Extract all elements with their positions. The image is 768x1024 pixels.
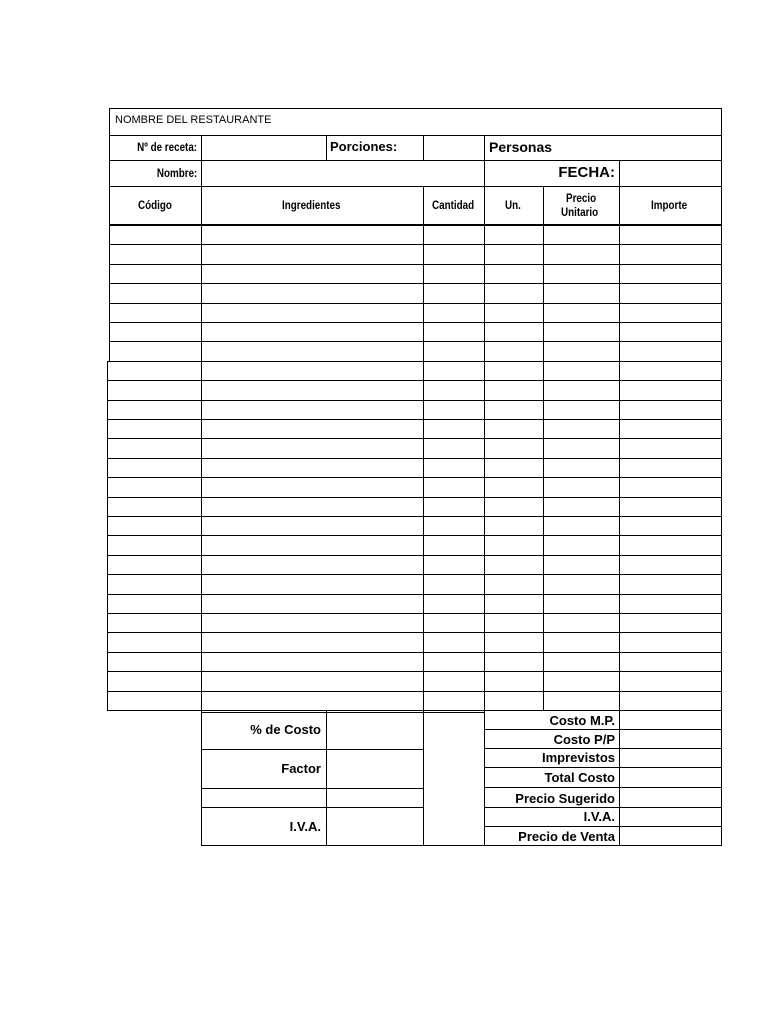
table-cell[interactable] (202, 459, 423, 477)
table-cell[interactable] (424, 342, 484, 361)
table-cell[interactable] (424, 265, 484, 283)
table-cell[interactable] (544, 304, 619, 322)
table-cell[interactable] (485, 226, 543, 244)
table-cell[interactable] (544, 284, 619, 303)
cost-percent-label: % de Costo (250, 722, 321, 737)
table-cell[interactable] (202, 284, 423, 303)
table-cell[interactable] (620, 304, 721, 322)
column-header-unit: Un. (505, 198, 521, 212)
table-cell[interactable] (424, 323, 484, 341)
table-cell[interactable] (110, 265, 201, 283)
suggested-price-field[interactable] (620, 788, 721, 807)
table-cell[interactable] (620, 381, 721, 400)
recipe-number-field[interactable] (201, 135, 327, 161)
table-cell[interactable] (620, 672, 721, 691)
table-cell[interactable] (544, 381, 619, 400)
table-cell[interactable] (110, 381, 201, 400)
table-cell[interactable] (620, 459, 721, 477)
table-cell[interactable] (620, 362, 721, 380)
table-cell[interactable] (110, 401, 201, 419)
table-cell[interactable] (110, 342, 201, 361)
table-cell[interactable] (202, 439, 423, 458)
table-cell[interactable] (485, 420, 543, 438)
table-cell[interactable] (110, 556, 201, 574)
recipe-number-label: Nº de receta: (137, 140, 197, 154)
table-cell[interactable] (110, 459, 201, 477)
table-cell[interactable] (485, 265, 543, 283)
table-cell[interactable] (620, 517, 721, 535)
table-cell[interactable] (202, 304, 423, 322)
table-cell[interactable] (110, 226, 201, 244)
table-cell[interactable] (544, 672, 619, 691)
table-cell[interactable] (620, 323, 721, 341)
column-header-ingredients: Ingredientes (282, 198, 341, 212)
table-cell[interactable] (620, 498, 721, 516)
cost-per-portion-label: Costo P/P (553, 732, 615, 747)
portions-label: Porciones: (330, 139, 398, 154)
table-cell[interactable] (202, 362, 423, 380)
date-field[interactable] (620, 161, 721, 186)
iva-right-field[interactable] (620, 808, 721, 826)
table-cell[interactable] (544, 614, 619, 632)
table-cell[interactable] (202, 595, 423, 613)
raw-material-cost-field[interactable] (620, 711, 721, 729)
sale-price-field[interactable] (620, 827, 721, 845)
table-cell[interactable] (202, 633, 423, 652)
table-cell[interactable] (544, 575, 619, 594)
table-cell[interactable] (424, 575, 484, 594)
divider (201, 788, 423, 789)
table-cell[interactable] (424, 614, 484, 632)
table-cell[interactable] (202, 517, 423, 535)
table-cell[interactable] (485, 633, 543, 652)
table-cell[interactable] (424, 401, 484, 419)
portions-field[interactable] (424, 136, 484, 160)
table-cell[interactable] (202, 420, 423, 438)
table-cell[interactable] (620, 245, 721, 264)
table-cell[interactable] (544, 498, 619, 516)
table-cell[interactable] (424, 304, 484, 322)
table-cell[interactable] (485, 362, 543, 380)
table-cell[interactable] (620, 536, 721, 555)
table-cell[interactable] (544, 362, 619, 380)
table-cell[interactable] (485, 304, 543, 322)
table-cell[interactable] (485, 517, 543, 535)
table-cell[interactable] (485, 692, 543, 710)
table-cell[interactable] (110, 362, 201, 380)
table-cell[interactable] (110, 439, 201, 458)
table-cell[interactable] (110, 692, 201, 710)
table-cell[interactable] (424, 633, 484, 652)
divider (423, 710, 424, 846)
table-cell[interactable] (110, 323, 201, 341)
table-cell[interactable] (485, 614, 543, 632)
table-cell[interactable] (424, 672, 484, 691)
table-cell[interactable] (424, 556, 484, 574)
table-cell[interactable] (202, 381, 423, 400)
table-cell[interactable] (202, 226, 423, 244)
table-cell[interactable] (110, 284, 201, 303)
table-cell[interactable] (620, 692, 721, 710)
table-cell[interactable] (620, 653, 721, 671)
table-cell[interactable] (620, 401, 721, 419)
table-cell[interactable] (544, 420, 619, 438)
iva-right-label: I.V.A. (583, 809, 615, 824)
table-cell[interactable] (544, 439, 619, 458)
table-cell[interactable] (110, 614, 201, 632)
divider (543, 186, 544, 225)
divider (619, 186, 620, 225)
sale-price-label: Precio de Venta (518, 829, 615, 844)
table-cell[interactable] (424, 439, 484, 458)
table-cell[interactable] (110, 536, 201, 555)
date-label: FECHA: (558, 164, 615, 181)
table-cell[interactable] (424, 498, 484, 516)
table-cell[interactable] (544, 517, 619, 535)
table-cell[interactable] (424, 226, 484, 244)
divider (109, 186, 722, 187)
table-cell[interactable] (544, 342, 619, 361)
divider (326, 135, 327, 161)
table-cell[interactable] (544, 401, 619, 419)
table-cell[interactable] (424, 284, 484, 303)
table-cell[interactable] (620, 595, 721, 613)
divider (423, 186, 424, 225)
table-cell[interactable] (485, 672, 543, 691)
table-cell[interactable] (620, 575, 721, 594)
table-cell[interactable] (485, 595, 543, 613)
table-cell[interactable] (202, 692, 423, 710)
table-cell[interactable] (620, 420, 721, 438)
table-cell[interactable] (424, 420, 484, 438)
table-cell[interactable] (424, 692, 484, 710)
name-label: Nombre: (156, 166, 197, 180)
people-label: Personas (489, 139, 553, 155)
table-cell[interactable] (202, 672, 423, 691)
iva-left-field[interactable] (327, 808, 423, 845)
column-header-code: Código (138, 198, 172, 212)
table-cell[interactable] (544, 245, 619, 264)
table-cell[interactable] (202, 401, 423, 419)
table-cell[interactable] (485, 401, 543, 419)
unforeseen-label: Imprevistos (542, 750, 615, 765)
table-cell[interactable] (485, 381, 543, 400)
factor-label: Factor (281, 761, 321, 776)
table-cell[interactable] (485, 284, 543, 303)
column-header-unit-price-2: Unitario (561, 205, 599, 219)
table-cell[interactable] (202, 478, 423, 497)
table-cell[interactable] (485, 498, 543, 516)
table-cell[interactable] (544, 459, 619, 477)
table-cell[interactable] (202, 245, 423, 264)
factor-field[interactable] (327, 750, 423, 788)
table-cell[interactable] (620, 265, 721, 283)
table-cell[interactable] (202, 536, 423, 555)
table-cell[interactable] (110, 595, 201, 613)
cost-percent-field[interactable] (327, 713, 423, 749)
column-header-amount: Importe (651, 198, 688, 212)
table-cell[interactable] (202, 323, 423, 341)
table-cell[interactable] (620, 284, 721, 303)
table-cell[interactable] (424, 245, 484, 264)
table-cell[interactable] (544, 633, 619, 652)
table-cell[interactable] (544, 265, 619, 283)
table-cell[interactable] (424, 595, 484, 613)
table-cell[interactable] (110, 633, 201, 652)
column-header-unit-price: Precio (566, 191, 597, 205)
table-cell[interactable] (485, 323, 543, 341)
table-cell[interactable] (424, 536, 484, 555)
grid-line (109, 186, 110, 225)
table-cell[interactable] (202, 653, 423, 671)
table-cell[interactable] (485, 653, 543, 671)
unforeseen-field[interactable] (620, 749, 721, 767)
table-cell[interactable] (485, 478, 543, 497)
table-cell[interactable] (424, 517, 484, 535)
column-header-quantity: Cantidad (432, 198, 475, 212)
table-cell[interactable] (110, 575, 201, 594)
table-cell[interactable] (424, 653, 484, 671)
table-cell[interactable] (544, 323, 619, 341)
table-cell[interactable] (620, 633, 721, 652)
table-cell[interactable] (202, 342, 423, 361)
table-cell[interactable] (202, 575, 423, 594)
recipe-name-field[interactable] (202, 161, 484, 186)
table-cell[interactable] (110, 245, 201, 264)
table-cell[interactable] (424, 478, 484, 497)
table-cell[interactable] (544, 226, 619, 244)
table-cell[interactable] (620, 439, 721, 458)
table-cell[interactable] (485, 459, 543, 477)
table-cell[interactable] (544, 595, 619, 613)
table-cell[interactable] (424, 381, 484, 400)
table-cell[interactable] (544, 536, 619, 555)
table-cell[interactable] (110, 304, 201, 322)
iva-left-label: I.V.A. (289, 819, 321, 834)
table-cell[interactable] (620, 478, 721, 497)
table-cell[interactable] (110, 420, 201, 438)
table-cell[interactable] (544, 478, 619, 497)
table-cell[interactable] (202, 265, 423, 283)
table-cell[interactable] (620, 614, 721, 632)
table-cell[interactable] (110, 653, 201, 671)
table-cell[interactable] (620, 556, 721, 574)
table-cell[interactable] (544, 556, 619, 574)
table-cell[interactable] (110, 498, 201, 516)
raw-material-cost-label: Costo M.P. (549, 713, 615, 728)
table-cell[interactable] (202, 556, 423, 574)
table-cell[interactable] (485, 245, 543, 264)
table-cell[interactable] (424, 362, 484, 380)
table-cell[interactable] (544, 692, 619, 710)
table-cell[interactable] (485, 439, 543, 458)
table-cell[interactable] (485, 536, 543, 555)
table-cell[interactable] (485, 575, 543, 594)
table-cell[interactable] (620, 342, 721, 361)
restaurant-name-label: NOMBRE DEL RESTAURANTE (115, 114, 272, 126)
table-cell[interactable] (202, 614, 423, 632)
table-cell[interactable] (110, 517, 201, 535)
table-cell[interactable] (620, 226, 721, 244)
table-cell[interactable] (110, 672, 201, 691)
divider (484, 135, 485, 225)
cost-per-portion-field[interactable] (620, 730, 721, 748)
table-cell[interactable] (485, 342, 543, 361)
table-cell[interactable] (424, 459, 484, 477)
table-cell[interactable] (110, 478, 201, 497)
total-cost-field[interactable] (620, 768, 721, 787)
table-cell[interactable] (485, 556, 543, 574)
total-cost-label: Total Costo (544, 770, 615, 785)
suggested-price-label: Precio Sugerido (515, 791, 615, 806)
table-cell[interactable] (202, 498, 423, 516)
table-cell[interactable] (544, 653, 619, 671)
